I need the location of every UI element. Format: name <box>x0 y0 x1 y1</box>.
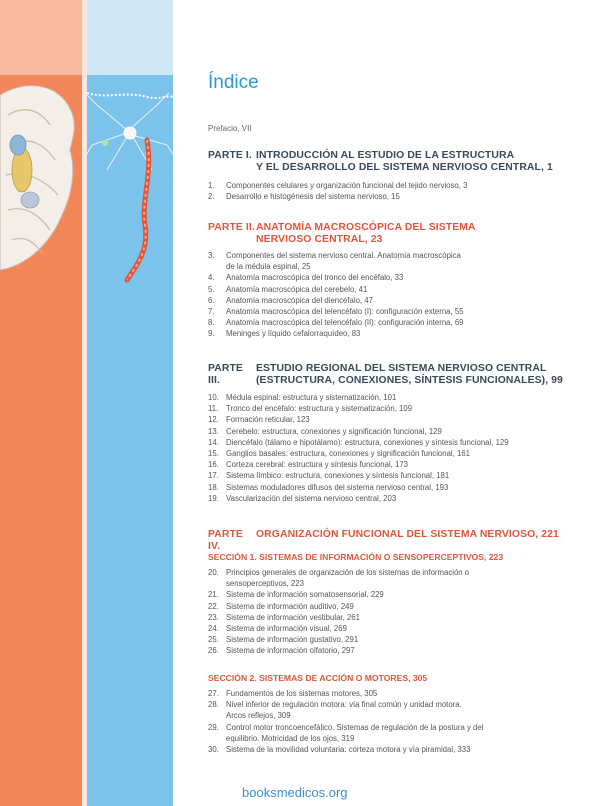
toc-entry <box>208 623 588 634</box>
entry-number: 16. <box>208 460 219 470</box>
entry-number <box>208 733 226 744</box>
toc-entry <box>208 733 588 744</box>
part-title-line: ORGANIZACIÓN FUNCIONAL DEL SISTEMA NERVIOSO, 221 <box>256 529 559 540</box>
entry-number: 5. <box>208 284 215 294</box>
entry-title: Nivel inferior de regulación motora: vía final común y unidad motora. <box>226 700 462 710</box>
toc-entry <box>208 612 588 623</box>
item-list <box>208 392 588 504</box>
part-title-line: INTRODUCCIÓN AL ESTUDIO DE LA ESTRUCTURA <box>256 150 515 161</box>
entry-title: Fundamentos de los sistemas motores, 305 <box>226 689 378 698</box>
part-title-line: ESTUDIO REGIONAL DEL SISTEMA NERVIOSO CENTRAL <box>256 363 547 374</box>
entry-title: sensoperceptivos, 223 <box>226 579 305 589</box>
entry-title: de la médula espinal, 25 <box>226 262 311 272</box>
toc-entry <box>208 403 588 414</box>
part-label: PARTE II. <box>208 222 255 233</box>
entry-title: Anatomía macroscópica del telencéfalo (II): configuración interna, 69 <box>226 318 464 328</box>
entry-number: 10. <box>208 393 219 402</box>
entry-number: 24. <box>208 624 219 634</box>
entry-number: 6. <box>208 295 215 305</box>
toc-entry <box>208 722 588 733</box>
toc-entry <box>208 261 588 272</box>
prefacio-entry: Prefacio, VII <box>208 124 252 133</box>
entry-title: Sistema de información auditivo, 249 <box>226 601 354 611</box>
entry-title: Diencéfalo (tálamo e hipotálamo): estructura, conexiones y síntesis funcional, 129 <box>226 437 509 447</box>
toc-entry <box>208 589 588 600</box>
entry-title: Corteza cerebral: estructura y síntesis funcional, 173 <box>226 460 409 470</box>
toc-entry <box>208 437 588 448</box>
entry-number <box>208 710 226 721</box>
toc-entry <box>208 250 588 261</box>
part-heading <box>208 150 553 174</box>
toc-entry <box>208 744 588 755</box>
entry-number: 18. <box>208 482 219 492</box>
entry-number: 1. <box>208 181 215 190</box>
toc-entry <box>208 272 588 283</box>
toc-entry <box>208 328 588 339</box>
entry-number: 7. <box>208 307 215 317</box>
neuron-illustration <box>87 85 173 285</box>
entry-number: 28. <box>208 700 219 710</box>
toc-entry <box>208 710 588 721</box>
entry-title: Sistema de información gustativo, 291 <box>226 635 359 645</box>
part-title-line: (ESTRUCTURA, CONEXIONES, SÍNTESIS FUNCIONALES), 99 <box>256 375 563 386</box>
entry-number: 25. <box>208 635 219 645</box>
entry-title: Sistemas moduladores difusos del sistema nervioso central, 193 <box>226 482 449 492</box>
toc-entry <box>208 180 588 191</box>
entry-title: Arcos reflejos, 309 <box>226 711 291 721</box>
entry-number: 30. <box>208 745 219 755</box>
toc-entry <box>208 306 588 317</box>
item-list <box>208 180 588 202</box>
entry-title: Sistema límbico: estructura, conexiones y síntesis funcional, 181 <box>226 471 450 481</box>
entry-title: Meninges y líquido cefalorraquídeo, 83 <box>226 329 361 339</box>
toc-entry <box>208 459 588 470</box>
toc-entry <box>208 191 588 202</box>
entry-title: Sistema de información visual, 269 <box>226 624 347 634</box>
blue-band-top <box>87 0 173 75</box>
toc-entry <box>208 426 588 437</box>
entry-title: Anatomía macroscópica del telencéfalo (I): configuración externa, 55 <box>226 307 464 317</box>
entry-title: Sistema de la movilidad voluntaria: corteza motora y vía piramidal, 333 <box>226 745 471 755</box>
entry-number: 12. <box>208 415 219 425</box>
part-heading <box>208 363 563 387</box>
toc-entry <box>208 493 588 504</box>
part-label: PARTE III. <box>208 363 243 386</box>
toc-entry <box>208 688 588 699</box>
item-list <box>208 250 588 340</box>
section-heading: SECCIÓN 1. SISTEMAS DE INFORMACIÓN O SENSOPERCEPTIVOS, 223 <box>208 552 504 562</box>
entry-number: 23. <box>208 612 219 622</box>
entry-number: 26. <box>208 646 219 656</box>
page-title: Índice <box>208 72 259 93</box>
toc-entry <box>208 448 588 459</box>
part-heading <box>208 529 559 553</box>
orange-band-top <box>0 0 86 75</box>
entry-title: Cerebelo: estructura, conexiones y significación funcional, 129 <box>226 426 442 436</box>
entry-title: Sistema de información olfatorio, 297 <box>226 646 355 656</box>
entry-title: Formación reticular, 123 <box>226 415 310 425</box>
entry-number: 17. <box>208 471 219 481</box>
entry-number <box>208 261 226 272</box>
entry-number: 9. <box>208 329 215 339</box>
entry-title: Ganglios basales: estructura, conexiones y significación funcional, 161 <box>226 449 471 459</box>
entry-title: Control motor troncoencefálico. Sistemas de regulación de la postura y del <box>226 722 484 732</box>
section-heading: SECCIÓN 2. SISTEMAS DE ACCIÓN O MOTORES, 305 <box>208 673 428 683</box>
toc-entry <box>208 699 588 710</box>
entry-number: 8. <box>208 318 215 328</box>
part-label: PARTE I. <box>208 150 252 161</box>
entry-title: Principios generales de organización de los sistemas de información o <box>226 568 470 577</box>
toc-entry <box>208 601 588 612</box>
toc-entry <box>208 645 588 656</box>
entry-title: Sistema de información vestibular, 261 <box>226 612 360 622</box>
entry-title: Desarrollo e histogénesis del sistema nervioso, 15 <box>226 192 400 202</box>
entry-number: 29. <box>208 722 219 732</box>
item-list <box>208 567 588 657</box>
entry-title: Anatomía macroscópica del cerebelo, 41 <box>226 284 368 294</box>
part-heading <box>208 222 476 246</box>
toc-entry <box>208 634 588 645</box>
entry-number: 2. <box>208 192 215 202</box>
entry-number: 19. <box>208 493 219 503</box>
toc-entry <box>208 317 588 328</box>
toc-entry <box>208 482 588 493</box>
item-list <box>208 688 588 755</box>
entry-title: Tronco del encéfalo: estructura y sistematización, 109 <box>226 404 413 414</box>
entry-number: 3. <box>208 251 215 260</box>
entry-number: 27. <box>208 689 219 698</box>
entry-title: Anatomía macroscópica del diencéfalo, 47 <box>226 295 373 305</box>
entry-title: Componentes celulares y organización funcional del tejido nervioso, 3 <box>226 181 468 190</box>
entry-number <box>208 578 226 589</box>
part-title-line: NERVIOSO CENTRAL, 23 <box>256 234 383 245</box>
toc-entry <box>208 578 588 589</box>
entry-number: 15. <box>208 449 219 459</box>
entry-title: equilibrio. Motricidad de los ojos, 319 <box>226 733 355 743</box>
entry-title: Componentes del sistema nervioso central. Anatomía macroscópica <box>226 251 461 260</box>
entry-title: Médula espinal: estructura y sistematización, 101 <box>226 393 397 402</box>
entry-number: 21. <box>208 590 219 600</box>
part-label: PARTE IV. <box>208 529 243 552</box>
toc-entry <box>208 414 588 425</box>
toc-entry <box>208 392 588 403</box>
entry-title: Vascularización del sistema nervioso central, 203 <box>226 493 397 503</box>
entry-number: 4. <box>208 273 215 283</box>
brain-illustration <box>0 75 86 275</box>
entry-number: 11. <box>208 404 219 414</box>
toc-entry <box>208 295 588 306</box>
entry-title: Anatomía macroscópica del tronco del encéfalo, 33 <box>226 273 404 283</box>
toc-entry <box>208 567 588 578</box>
entry-number: 13. <box>208 426 219 436</box>
part-title-line: Y EL DESARROLLO DEL SISTEMA NERVIOSO CENTRAL, 1 <box>256 162 553 173</box>
part-title-line: ANATOMÍA MACROSCÓPICA DEL SISTEMA <box>256 222 476 233</box>
entry-number: 20. <box>208 568 219 577</box>
entry-number: 22. <box>208 601 219 611</box>
entry-title: Sistema de información somatosensorial, 229 <box>226 590 384 600</box>
toc-entry <box>208 470 588 481</box>
footer-link[interactable]: booksmedicos.org <box>242 785 348 800</box>
toc-entry <box>208 284 588 295</box>
entry-number: 14. <box>208 437 219 447</box>
